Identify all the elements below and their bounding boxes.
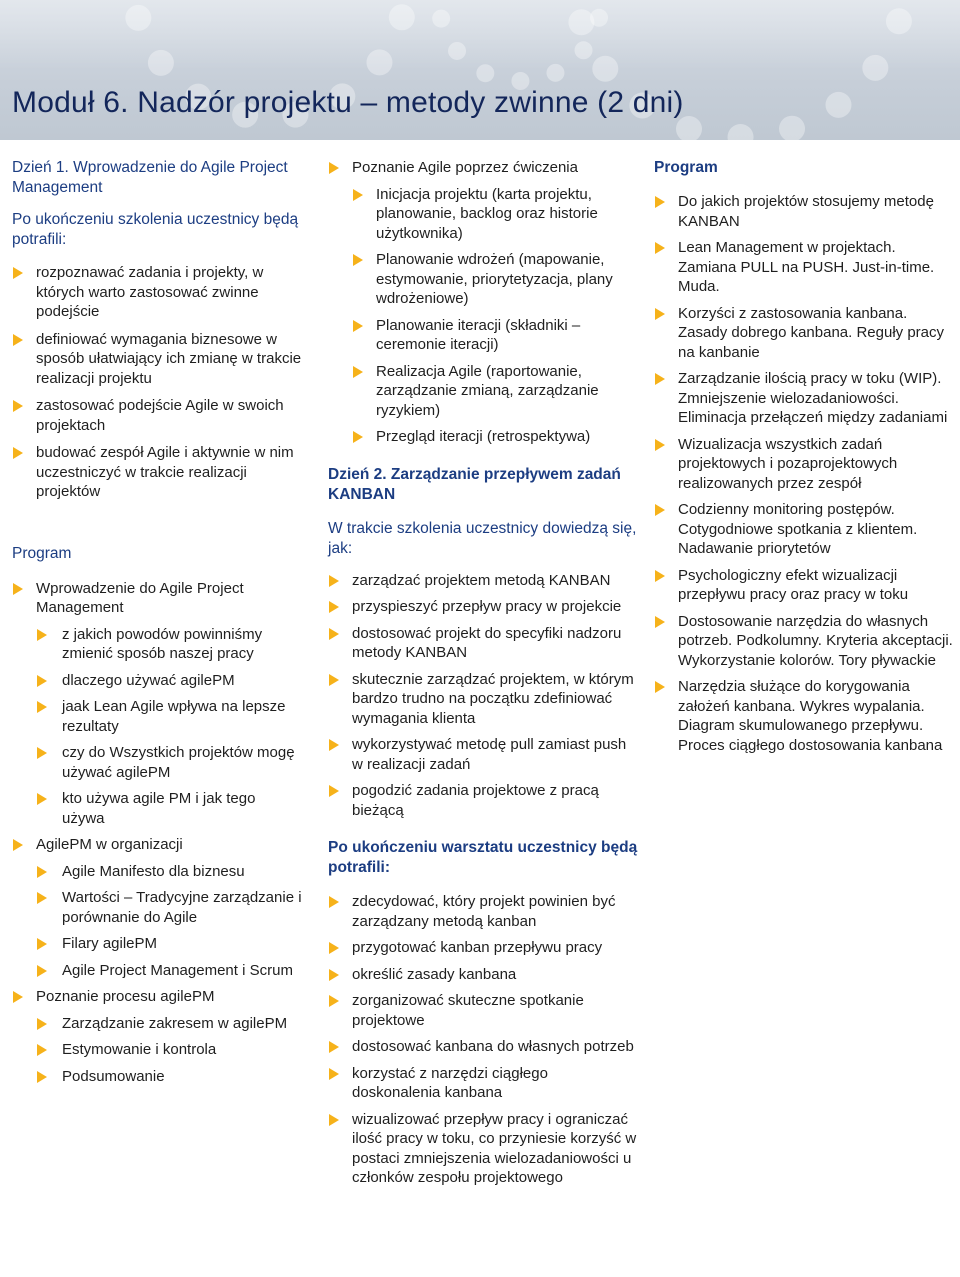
list-item: definiować wymagania biznesowe w sposób ułatwiający ich zmianę w trakcie realizacji projektu — [12, 330, 302, 389]
list-item: korzystać z narzędzi ciągłego doskonalenia kanbana — [328, 1064, 640, 1103]
list-item: Planowanie wdrożeń (mapowanie, estymowanie, priorytetyzacja, plany wdrożeniowe) — [352, 250, 640, 309]
program-item-label: Wprowadzenie do Agile Project Management — [36, 579, 244, 616]
header-banner — [0, 0, 960, 140]
list-item: skutecznie zarządzać projektem, w którym bardzo trudno na początku zdefiniować wymagania klienta — [328, 670, 640, 729]
column-1 — [12, 158, 302, 1086]
list-item: Dostosowanie narzędzia do własnych potrzeb. Podkolumny. Kryteria akceptacji. Wykorzystanie kolorów. Tory pływackie — [654, 612, 958, 671]
list-item: budować zespół Agile i aktywnie w nim uczestniczyć w trakcie realizacji projektów — [12, 443, 302, 502]
list-item: Agile Project Management i Scrum — [36, 961, 302, 981]
list-item: Podsumowanie — [36, 1067, 302, 1087]
list-item: rozpoznawać zadania i projekty, w których warto zastosować zwinne podejście — [12, 263, 302, 322]
list-item: przyspieszyć przepływ pracy w projekcie — [328, 597, 640, 617]
list-item: Korzyści z zastosowania kanbana. Zasady dobrego kanbana. Reguły pracy na kanbanie — [654, 304, 958, 363]
list-item: czy do Wszystkich projektów mogę używać agilePM — [36, 743, 302, 782]
program-heading: Program — [12, 544, 72, 562]
list-item: kto używa agile PM i jak tego używa — [36, 789, 302, 828]
list-item: Przegląd iteracji (retrospektywa) — [352, 427, 640, 447]
column-2 — [328, 158, 640, 1188]
program-list — [12, 579, 302, 1087]
exercises-label: Poznanie Agile poprzez ćwiczenia — [352, 159, 578, 176]
list-item: Codzienny monitoring postępów. Cotygodniowe spotkania z klientem. Nadawanie priorytetów — [654, 500, 958, 559]
list-item: Zarządzanie ilością pracy w toku (WIP). Zmniejszenie wielozadaniowości. Eliminacja przełączeń między zadaniami — [654, 369, 958, 428]
list-item: Wartości – Tradycyjne zarządzanie i porównanie do Agile — [36, 888, 302, 927]
learn-list — [328, 571, 640, 821]
list-item: Estymowanie i kontrola — [36, 1040, 302, 1060]
list-item: Inicjacja projektu (karta projektu, planowanie, backlog oraz historie użytkownika) — [352, 185, 640, 244]
list-item: Lean Management w projektach. Zamiana PULL na PUSH. Just-in-time. Muda. — [654, 238, 958, 297]
outcomes-list — [12, 263, 302, 502]
list-item: wykorzystywać metodę pull zamiast push w realizacji zadań — [328, 735, 640, 774]
day2-intro: W trakcie szkolenia uczestnicy dowiedzą się, jak: — [328, 519, 637, 557]
list-item — [12, 987, 302, 1086]
list-item: Do jakich projektów stosujemy metodę KANBAN — [654, 192, 958, 231]
list-item: jaak Lean Agile wpływa na lepsze rezultaty — [36, 697, 302, 736]
day2-heading: Dzień 2. Zarządzanie przepływem zadań KANBAN — [328, 465, 621, 503]
exercises-sublist — [352, 185, 640, 447]
kanban-program-heading: Program — [654, 159, 718, 176]
column-3 — [654, 158, 958, 755]
program-sublist — [36, 625, 302, 829]
program-sublist — [36, 862, 302, 981]
list-item: dostosować kanbana do własnych potrzeb — [328, 1037, 640, 1057]
list-item: Narzędzia służące do korygowania założeń kanbana. Wykres wypalania. Diagram skumulowanego przepływu. Proces ciągłego dostosowania kanbana — [654, 677, 958, 755]
list-item: dostosować projekt do specyfiki nadzoru metody KANBAN — [328, 624, 640, 663]
list-item: przygotować kanban przepływu pracy — [328, 938, 640, 958]
list-item — [328, 158, 640, 447]
list-item: dlaczego używać agilePM — [36, 671, 302, 691]
day1-heading: Dzień 1. Wprowadzenie do Agile Project Management — [12, 159, 288, 196]
list-item: Filary agilePM — [36, 934, 302, 954]
list-item: Zarządzanie zakresem w agilePM — [36, 1014, 302, 1034]
list-item: Realizacja Agile (raportowanie, zarządzanie zmianą, zarządzanie ryzykiem) — [352, 362, 640, 421]
page-title: Moduł 6. Nadzór projektu – metody zwinne (2 dni) — [12, 86, 684, 119]
program-item-label: AgilePM w organizacji — [36, 836, 183, 853]
list-item: zarządzać projektem metodą KANBAN — [328, 571, 640, 591]
list-item: zorganizować skuteczne spotkanie projektowe — [328, 991, 640, 1030]
list-item: pogodzić zadania projektowe z pracą bieżącą — [328, 781, 640, 820]
program-sublist — [36, 1014, 302, 1087]
exercises-list — [328, 158, 640, 447]
list-item: Wizualizacja wszystkich zadań projektowych i pozaprojektowych realizowanych przez zespół — [654, 435, 958, 494]
workshop-outcomes-heading: Po ukończeniu warsztatu uczestnicy będą potrafili: — [328, 839, 638, 876]
list-item: Planowanie iteracji (składniki – ceremonie iteracji) — [352, 316, 640, 355]
program-item-label: Poznanie procesu agilePM — [36, 988, 215, 1005]
list-item: z jakich powodów powinniśmy zmienić sposób naszej pracy — [36, 625, 302, 664]
list-item: wizualizować przepływ pracy i ograniczać ilość pracy w toku, co przyniesie korzyść w postaci zmniejszenia wielozadaniowości u członków zespołu projektowego — [328, 1110, 640, 1188]
outcomes-heading: Po ukończeniu szkolenia uczestnicy będą potrafili: — [12, 211, 299, 248]
list-item: zdecydować, który projekt powinien być zarządzany metodą kanban — [328, 892, 640, 931]
workshop-outcomes-list — [328, 892, 640, 1188]
list-item: Agile Manifesto dla biznesu — [36, 862, 302, 882]
list-item: zastosować podejście Agile w swoich projektach — [12, 396, 302, 435]
list-item — [12, 579, 302, 829]
list-item: Psychologiczny efekt wizualizacji przepływu pracy oraz pracy w toku — [654, 566, 958, 605]
list-item — [12, 835, 302, 980]
list-item: określić zasady kanbana — [328, 965, 640, 985]
kanban-program-list — [654, 192, 958, 755]
